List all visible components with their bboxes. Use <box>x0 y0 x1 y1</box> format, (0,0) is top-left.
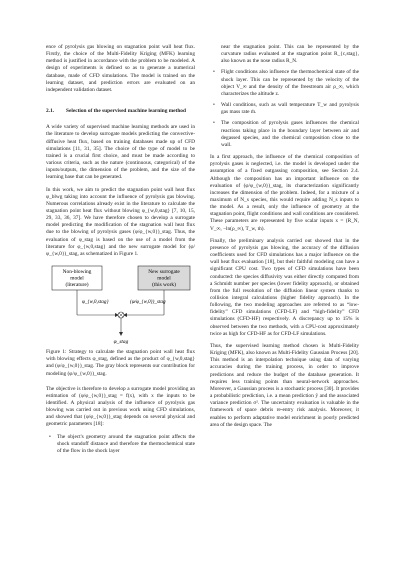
section-title: Selection of the supervised machine learning method <box>66 108 186 115</box>
section-heading <box>46 108 195 115</box>
paragraph-fidelity: Finally, the preliminary analysis carried out showed that in the presence of pyrolysis gas blowing, the accuracy of the diffusion coefficients used for CFD simulations has a major influence on the wall heat flux evaluation [18], but their faithful modeling can have a significant CPU cost. Two types of CFD simulations have been conducted: the species diffusivity was either directly computed from a Schmidt number per species (lower fidelity approach), or obtained from the full resolution of the diffusion linear system thanks to collision integral calculations (higher fidelity approach). In the following, the two modeling approaches are referred to as “low-fidelity” CFD simulations (CFD-LF) and “high-fidelity” CFD simulations (CFD-HF) respectively. A discrepancy up to 15% is observed between the two methods, with a CPU-cost approximately twice as high for CFD-HF as for CFD-LF simulations. <box>210 237 359 337</box>
paragraph-objective: In this work, we aim to predict the stagnation point wall heat flux φ_blwg taking into account the influence of pyrolysis gas blowing. Numerous correlations already exist in the literature to calculate the stagnation point heat flux without blowing φ_{w,0,stag} [7, 10, 15, 29, 33, 36, 37]. We have therefore chosen to develop a surrogate model predicting the modification of the stagnation wall heat flux due to the blowing of pyrolysis gases (φ/φ_{w,0})_stag. Thus, the evaluation of φ_stag is based on the use of a model from the literature for φ_{w,0,stag} and the new surrogate model for (φ/φ_{w,0})_stag, as schematized in Figure 1. <box>46 186 195 257</box>
box1-line2: model <box>70 275 84 282</box>
list-item-gas-composition: • The composition of pyrolysis gases influences the chemical reactions taking place in the boundary layer between air and degassed species, and the chemical composition close to the wall. <box>210 120 359 149</box>
parameter-list-continued <box>210 44 359 149</box>
paragraph-methods: A wide variety of supervised machine learning methods are used in the literature to develop surrogate models predicting the convective-diffusive heat flux, based on training databases made up of CFD simulations [11, 31, 35]. The choice of the type of model to be trained is a crucial first choice, and must be made according to various criteria, such as the nature (continuous, categorical) of the inputs/outputs, the dimension of the problem, and the size of the learning base that can be generated. <box>46 124 195 181</box>
list-item-geometry-continued <box>210 44 359 65</box>
box2-line3: (this work) <box>152 282 176 289</box>
list-item-geometry: • The object's geometry around the stagnation point affects the shock standoff distance and therefore the thermochemical state of the flow in the shock layer <box>46 434 195 455</box>
paragraph-model-objective: The objective is therefore to develop a surrogate model providing an estimation of (φ/φ_{w,0})_stag = f(x), with x the inputs to be identified. A physical analysis of the influence of pyrolysis gas blowing was carried out in previous work using CFD simulations, and showed that (φ/φ_{w,0})_stag depends on several physical and geometric parameters [18]: <box>46 385 195 428</box>
box1-line3: (literature) <box>65 282 89 289</box>
figure-1-caption: Figure 1: Strategy to calculate the stagnation point wall heat flux with blowing effects φ_stag, defined as the product of φ_{w,0,stag} and (φ/φ_{w,0})_stag. The gray block represents our contribution for modeling (φ/φ_{w,0})_stag. <box>46 349 195 377</box>
list-item-wall-conditions: • Wall conditions, such as wall temperature T_w and pyrolysis gas mass rate ṁ. <box>210 102 359 116</box>
label-phi-ratio-stag: (φ/φ_{w,0})_stag <box>130 299 166 306</box>
intro-paragraph: ence of pyrolysis gas blowing on stagnation point wall heat flux. Firstly, the choice of the Multi-Fidelity Kriging (MFK) learning method is justified in accordance with the problem to be modeled. A design of experiments is defined so as to generate a numerical database, made of CFD simulations. The model is trained on the learning dataset, and prediction errors are evaluated on an independent validation dataset. <box>46 44 195 93</box>
label-phi-w0-stag: φ_{w,0,stag} <box>82 299 109 306</box>
left-column <box>46 44 195 460</box>
parameter-list <box>46 434 195 455</box>
box2-line1: New surrogate <box>148 269 180 276</box>
box2-line2: model <box>157 275 171 282</box>
paragraph-mfk: Thus, the supervised learning method chosen is Multi-Fidelity Kriging (MFK), also known as Multi-Fidelity Gaussian Process [20]. This method is an interpolation technique using data of varying accuracies during the training process, in order to improve predictions and reduce the budget of the database generation. It requires less training points than neural-network approaches. Moreover, a Gaussian process is a stochastic process [30]. It provides a probabilistic prediction, i.e. a mean prediction ŷ and the associated variance prediction σ². The uncertainty evaluation is valuable in the framework of space debris re-entry risk analysis. Moreover, it enables to perform adaptative model enrichment in poorly predicted area of the design space. The <box>210 342 359 428</box>
strategy-diagram <box>46 263 195 345</box>
geometry-continued-text: near the stagnation point. This can be represented by the curvature radius evaluated at the stagnation point R_{c,stag}, also known as the nose radius R_N. <box>221 44 359 65</box>
arrow-output-head <box>119 332 123 336</box>
right-column <box>210 44 359 434</box>
box1-line1: Non-blowing <box>62 269 92 276</box>
section-number: 2.1. <box>46 108 55 115</box>
list-item-flight-conditions: • Flight conditions also influence the thermochemical state of the shock layer. This can be represented by the velocity of the object V_∞ and the density of the freestream air ρ_∞, which characterizes the altitude z. <box>210 69 359 98</box>
paragraph-inputs: In a first approach, the influence of the chemical composition of pyrolysis gases is neglected, i.e. the model is developed under the assumption of a fixed outgassing composition, see Section 2.4. Although the composition has an important influence on the evaluation of (φ/φ_{w,0})_stag, its characterization significantly increases the dimension of the problem. Indeed, for a mixture of a maximum of N_s species, this would require adding N_s inputs to the model. As a result, only the influence of geometry at the stagnation point, flight conditions and wall conditions are considered. These parameters are represented by five scalar inputs x = (R_N, V_∞, −ln(ρ_∞), T_w, ṁ). <box>210 154 360 232</box>
label-phi-stag: φ_stag <box>113 339 129 346</box>
